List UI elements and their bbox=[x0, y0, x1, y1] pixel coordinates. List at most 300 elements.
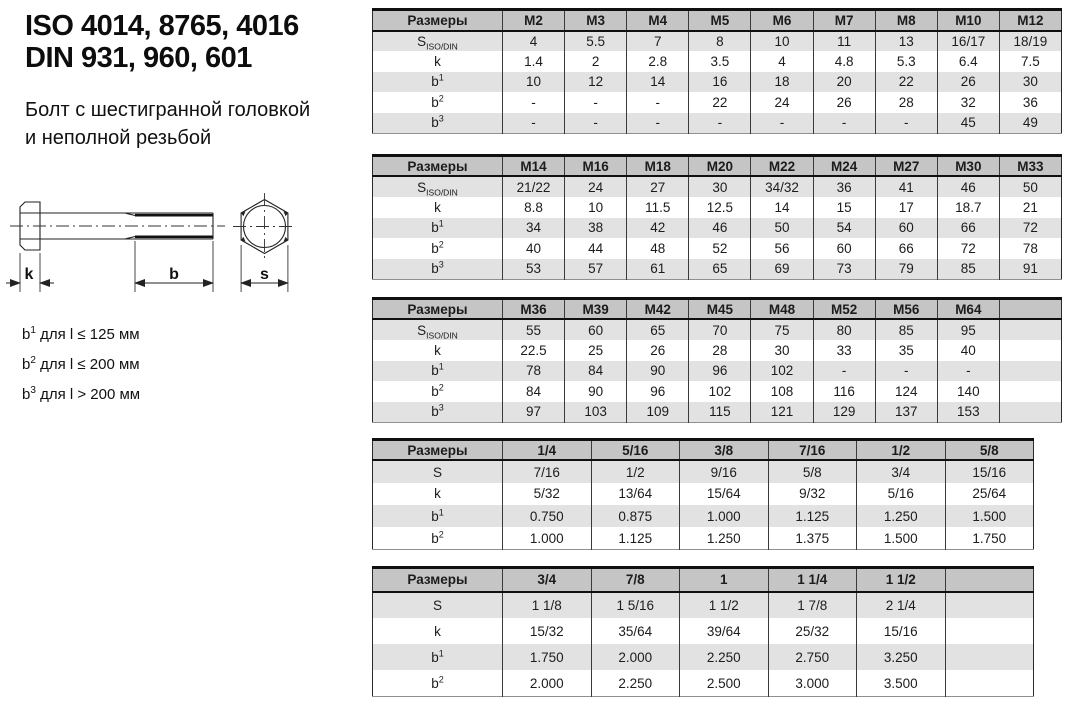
cell: 22.5 bbox=[503, 340, 565, 361]
header-size: M4 bbox=[627, 10, 689, 31]
cell: 16 bbox=[689, 72, 751, 93]
cell: 25/64 bbox=[972, 486, 1007, 502]
header-size: M6 bbox=[751, 10, 813, 31]
cell: 72 bbox=[999, 218, 1061, 239]
cell: - bbox=[503, 113, 565, 134]
cell: 80 bbox=[813, 319, 875, 340]
subtitle-line2: и неполной резьбой bbox=[25, 127, 212, 149]
row-label-k: k bbox=[373, 340, 503, 361]
cell-empty bbox=[999, 340, 1061, 361]
cell: 30 bbox=[751, 340, 813, 361]
header-size: M30 bbox=[937, 155, 999, 176]
cell: 60 bbox=[565, 319, 627, 340]
cell: 34 bbox=[503, 218, 565, 239]
cell: 28 bbox=[875, 92, 937, 113]
cell: 2 bbox=[565, 51, 627, 72]
cell: 1.250 bbox=[680, 527, 769, 549]
cell: 60 bbox=[813, 238, 875, 259]
note-line: $b^2$ для l ≤ 200 мм bbox=[22, 355, 140, 373]
cell: 26 bbox=[813, 92, 875, 113]
cell: 2.750 bbox=[768, 644, 857, 670]
cell: 24 bbox=[565, 176, 627, 197]
cell: 9/32 bbox=[768, 483, 857, 505]
dimension-s bbox=[241, 245, 288, 292]
cell: 54 bbox=[813, 218, 875, 239]
dimension-table-5 bbox=[372, 566, 1034, 697]
cell: 38 bbox=[565, 218, 627, 239]
cell: 33 bbox=[813, 340, 875, 361]
cell: 28 bbox=[689, 340, 751, 361]
cell: - bbox=[813, 113, 875, 134]
table-row bbox=[373, 618, 1034, 644]
cell: 2 1/4 bbox=[857, 592, 946, 618]
header-sizes-label: Размеры bbox=[373, 10, 503, 31]
cell: 14 bbox=[751, 197, 813, 218]
cell: 5.3 bbox=[875, 51, 937, 72]
cell: 5/8 bbox=[768, 460, 857, 482]
note-line: $b^3$ для l > 200 мм bbox=[22, 385, 141, 403]
header-size: M27 bbox=[875, 155, 937, 176]
header-size: 3/4 bbox=[503, 568, 592, 592]
cell: 65 bbox=[689, 259, 751, 280]
header-size: 7/8 bbox=[591, 568, 680, 592]
cell: 26 bbox=[627, 340, 689, 361]
table-header-row bbox=[373, 10, 1062, 31]
cell: 1.000 bbox=[680, 505, 769, 527]
cell: 1.375 bbox=[768, 527, 857, 549]
title-din: DIN 931, 960, 601 bbox=[25, 42, 252, 74]
cell: 12.5 bbox=[689, 197, 751, 218]
cell: 108 bbox=[751, 381, 813, 402]
cell: 40 bbox=[937, 340, 999, 361]
header-sizes-label: Размеры bbox=[373, 568, 503, 592]
cell: 85 bbox=[875, 319, 937, 340]
table-row bbox=[373, 176, 1062, 197]
cell: 3.000 bbox=[768, 670, 857, 696]
cell: 3.5 bbox=[689, 51, 751, 72]
row-label-b1: $b^1$ bbox=[373, 361, 503, 382]
cell: 5.5 bbox=[565, 31, 627, 52]
cell: 22 bbox=[875, 72, 937, 93]
table-row bbox=[373, 460, 1034, 482]
note-line: $b^1$ для l ≤ 125 мм bbox=[22, 325, 140, 343]
title-iso: ISO 4014, 8765, 4016 bbox=[25, 10, 299, 42]
cell: - bbox=[565, 113, 627, 134]
cell: 90 bbox=[627, 361, 689, 382]
cell: 39/64 bbox=[680, 618, 769, 644]
cell: 24 bbox=[751, 92, 813, 113]
bolt-drawing bbox=[2, 183, 332, 318]
header-size: 1/4 bbox=[503, 439, 592, 460]
header-size: M8 bbox=[875, 10, 937, 31]
table-header-row bbox=[373, 568, 1034, 592]
cell: 30 bbox=[999, 72, 1061, 93]
header-size: 7/16 bbox=[768, 439, 857, 460]
cell: 46 bbox=[937, 176, 999, 197]
row-label-k: k bbox=[373, 197, 503, 218]
row-label-b2: $b^2$ bbox=[373, 238, 503, 259]
cell: 15 bbox=[813, 197, 875, 218]
cell: 25/32 bbox=[768, 618, 857, 644]
cell: 11.5 bbox=[627, 197, 689, 218]
row-label-b2: $b^2$ bbox=[373, 670, 503, 696]
header-size: M36 bbox=[503, 298, 565, 319]
row-label-S: S bbox=[373, 592, 503, 618]
cell: 84 bbox=[565, 361, 627, 382]
table-row bbox=[373, 319, 1062, 340]
cell: 15/16 bbox=[945, 460, 1034, 482]
cell: 8 bbox=[689, 31, 751, 52]
label-k: k bbox=[24, 266, 34, 283]
row-label-b1: $b^1$ bbox=[373, 218, 503, 239]
cell: 137 bbox=[875, 402, 937, 423]
table-row bbox=[373, 483, 1034, 505]
cell: 2.000 bbox=[503, 670, 592, 696]
header-size: M16 bbox=[565, 155, 627, 176]
cell: 109 bbox=[627, 402, 689, 423]
table-header-row bbox=[373, 298, 1062, 319]
cell: 16/17 bbox=[937, 31, 999, 52]
cell: 2.500 bbox=[680, 670, 769, 696]
table-row bbox=[373, 402, 1062, 423]
cell: 96 bbox=[689, 361, 751, 382]
row-label-S: $S_{ISO/DIN}$ bbox=[373, 176, 503, 197]
header-size: M52 bbox=[813, 298, 875, 319]
cell: 36 bbox=[1022, 95, 1038, 111]
row-label-S: S bbox=[373, 460, 503, 482]
table-row bbox=[373, 644, 1034, 670]
row-label-S: $S_{ISO/DIN}$ bbox=[373, 31, 503, 52]
cell: 4.8 bbox=[813, 51, 875, 72]
header-size: M45 bbox=[689, 298, 751, 319]
cell: 41 bbox=[875, 176, 937, 197]
cell: - bbox=[875, 113, 937, 134]
header-size: M39 bbox=[565, 298, 627, 319]
cell: 42 bbox=[627, 218, 689, 239]
cell-empty bbox=[945, 644, 1034, 670]
row-label-b1: $b^1$ bbox=[373, 505, 503, 527]
cell: 78 bbox=[503, 361, 565, 382]
cell: 44 bbox=[565, 238, 627, 259]
cell: 1 5/16 bbox=[591, 592, 680, 618]
cell: 9/16 bbox=[680, 460, 769, 482]
cell: 45 bbox=[937, 113, 999, 134]
cell: 78 bbox=[1022, 241, 1038, 257]
cell: 49 bbox=[999, 113, 1061, 134]
row-label-k: k bbox=[373, 483, 503, 505]
cell: 57 bbox=[565, 259, 627, 280]
dimension-table-1 bbox=[372, 8, 1062, 134]
header-size: M20 bbox=[689, 155, 751, 176]
cell: 1.500 bbox=[857, 527, 946, 549]
cell: 17 bbox=[875, 197, 937, 218]
cell: 50 bbox=[999, 176, 1061, 197]
cell: 85 bbox=[937, 259, 999, 280]
cell: 30 bbox=[689, 176, 751, 197]
cell: - bbox=[689, 113, 751, 134]
cell-empty bbox=[999, 361, 1061, 382]
table-row bbox=[373, 92, 1062, 113]
dimension-table-2 bbox=[372, 154, 1062, 280]
cell: 90 bbox=[565, 381, 627, 402]
header-sizes-label: Размеры bbox=[373, 439, 503, 460]
cell: 91 bbox=[999, 259, 1061, 280]
cell: 18.7 bbox=[937, 197, 999, 218]
header-size: M48 bbox=[751, 298, 813, 319]
cell: 18 bbox=[751, 72, 813, 93]
table-row bbox=[373, 340, 1062, 361]
cell: 97 bbox=[503, 402, 565, 423]
cell: - bbox=[813, 361, 875, 382]
cell: 8.8 bbox=[503, 197, 565, 218]
header-size: M22 bbox=[751, 155, 813, 176]
row-label-b3: $b^3$ bbox=[373, 259, 503, 280]
table-row bbox=[373, 381, 1062, 402]
cell: 15/16 bbox=[857, 618, 946, 644]
header-size: M64 bbox=[937, 298, 999, 319]
cell: 2.000 bbox=[591, 644, 680, 670]
table-row bbox=[373, 259, 1062, 280]
cell: 121 bbox=[751, 402, 813, 423]
header-size: 1 bbox=[680, 568, 769, 592]
cell: 6.4 bbox=[937, 51, 999, 72]
cell: 10 bbox=[503, 72, 565, 93]
cell: 1.750 bbox=[972, 530, 1007, 546]
cell: 61 bbox=[627, 259, 689, 280]
header-size: M2 bbox=[503, 10, 565, 31]
table-row bbox=[373, 670, 1034, 696]
cell: 55 bbox=[503, 319, 565, 340]
cell: 1.125 bbox=[591, 527, 680, 549]
header-size: 1 1/2 bbox=[857, 568, 946, 592]
cell: 4 bbox=[503, 31, 565, 52]
cell: 11 bbox=[813, 31, 875, 52]
cell: - bbox=[627, 92, 689, 113]
cell: 102 bbox=[751, 361, 813, 382]
dimension-b bbox=[135, 241, 213, 292]
dimension-table-3 bbox=[372, 297, 1062, 423]
cell: 116 bbox=[813, 381, 875, 402]
cell: - bbox=[627, 113, 689, 134]
cell: 34/32 bbox=[751, 176, 813, 197]
cell: 66 bbox=[875, 238, 937, 259]
header-size: M14 bbox=[503, 155, 565, 176]
table-row bbox=[373, 361, 1062, 382]
cell: 69 bbox=[751, 259, 813, 280]
cell: 52 bbox=[689, 238, 751, 259]
cell: 1.125 bbox=[768, 505, 857, 527]
cell: 1.250 bbox=[857, 505, 946, 527]
cell: 2.250 bbox=[591, 670, 680, 696]
row-label-b3: $b^3$ bbox=[373, 113, 503, 134]
cell-empty bbox=[999, 381, 1061, 402]
table-row bbox=[373, 72, 1062, 93]
cell-empty bbox=[999, 402, 1061, 423]
row-label-b2: $b^2$ bbox=[373, 92, 503, 113]
table-row bbox=[373, 592, 1034, 618]
cell-empty bbox=[945, 592, 1034, 618]
header-size: M10 bbox=[937, 10, 999, 31]
cell: 21 bbox=[1022, 199, 1038, 215]
cell: 35 bbox=[875, 340, 937, 361]
header-size: M56 bbox=[875, 298, 937, 319]
cell: 96 bbox=[627, 381, 689, 402]
label-b: b bbox=[169, 266, 179, 283]
header-size: M12 bbox=[999, 10, 1061, 31]
table-row bbox=[373, 218, 1062, 239]
dimension-tables bbox=[372, 8, 1062, 697]
table-row bbox=[373, 527, 1034, 549]
cell: 140 bbox=[937, 381, 999, 402]
page-subtitle bbox=[25, 96, 310, 152]
row-label-b1: $b^1$ bbox=[373, 72, 503, 93]
row-label-b1: $b^1$ bbox=[373, 644, 503, 670]
cell: 60 bbox=[875, 218, 937, 239]
dimension-k bbox=[6, 253, 54, 292]
row-label-k: k bbox=[373, 618, 503, 644]
cell: 124 bbox=[875, 381, 937, 402]
header-size: M3 bbox=[565, 10, 627, 31]
cell: 153 bbox=[937, 402, 999, 423]
table-row bbox=[373, 238, 1062, 259]
header-size: 1 1/4 bbox=[768, 568, 857, 592]
cell: 3.250 bbox=[857, 644, 946, 670]
cell: 26 bbox=[937, 72, 999, 93]
header-size: M33 bbox=[999, 155, 1061, 176]
cell: 70 bbox=[689, 319, 751, 340]
cell: 10 bbox=[751, 31, 813, 52]
cell: 40 bbox=[503, 238, 565, 259]
table-row bbox=[373, 197, 1062, 218]
cell: 4 bbox=[751, 51, 813, 72]
cell: 10 bbox=[565, 197, 627, 218]
table-header-row bbox=[373, 155, 1062, 176]
cell: 0.750 bbox=[503, 505, 592, 527]
label-s: s bbox=[260, 266, 269, 283]
cell: 12 bbox=[565, 72, 627, 93]
cell: 66 bbox=[937, 218, 999, 239]
cell: 18/19 bbox=[999, 31, 1061, 52]
cell-empty bbox=[999, 319, 1061, 340]
header-empty bbox=[945, 568, 1034, 592]
cell: 3/4 bbox=[857, 460, 946, 482]
row-label-b2: $b^2$ bbox=[373, 527, 503, 549]
cell: 3.500 bbox=[857, 670, 946, 696]
cell: 5/16 bbox=[857, 483, 946, 505]
table-row bbox=[373, 51, 1062, 72]
header-sizes-label: Размеры bbox=[373, 155, 503, 176]
cell: 46 bbox=[689, 218, 751, 239]
header-sizes-label: Размеры bbox=[373, 298, 503, 319]
cell: 7/16 bbox=[503, 460, 592, 482]
cell: 36 bbox=[813, 176, 875, 197]
cell: 14 bbox=[627, 72, 689, 93]
cell: - bbox=[565, 92, 627, 113]
header-size: 3/8 bbox=[680, 439, 769, 460]
cell: 1.000 bbox=[503, 527, 592, 549]
cell: 65 bbox=[627, 319, 689, 340]
cell: 84 bbox=[503, 381, 565, 402]
cell: 7.5 bbox=[1021, 53, 1040, 69]
table-row bbox=[373, 113, 1062, 134]
header-size: M24 bbox=[813, 155, 875, 176]
bolt-side-view bbox=[10, 202, 225, 250]
cell: 1/2 bbox=[591, 460, 680, 482]
cell: 5/32 bbox=[503, 483, 592, 505]
cell: 22 bbox=[689, 92, 751, 113]
cell: 35/64 bbox=[591, 618, 680, 644]
cell: - bbox=[751, 113, 813, 134]
row-label-b3: $b^3$ bbox=[373, 402, 503, 423]
cell: 79 bbox=[875, 259, 937, 280]
cell: 27 bbox=[627, 176, 689, 197]
cell: - bbox=[503, 92, 565, 113]
cell: 48 bbox=[627, 238, 689, 259]
cell: 1 1/8 bbox=[503, 592, 592, 618]
cell: 75 bbox=[751, 319, 813, 340]
cell: 20 bbox=[813, 72, 875, 93]
cell: 15/64 bbox=[680, 483, 769, 505]
cell: 53 bbox=[503, 259, 565, 280]
row-label-b2: $b^2$ bbox=[373, 381, 503, 402]
cell: 1.4 bbox=[503, 51, 565, 72]
cell: 21/22 bbox=[503, 176, 565, 197]
header-size: 1/2 bbox=[857, 439, 946, 460]
cell: 56 bbox=[751, 238, 813, 259]
cell: 1.500 bbox=[945, 505, 1034, 527]
table-header-row bbox=[373, 439, 1034, 460]
cell: 2.8 bbox=[627, 51, 689, 72]
cell: 50 bbox=[751, 218, 813, 239]
cell: 7 bbox=[627, 31, 689, 52]
cell: 13/64 bbox=[591, 483, 680, 505]
cell: 1 1/2 bbox=[680, 592, 769, 618]
cell-empty bbox=[945, 670, 1034, 696]
header-size: M7 bbox=[813, 10, 875, 31]
header-size: M42 bbox=[627, 298, 689, 319]
cell: - bbox=[875, 361, 937, 382]
cell: 1.750 bbox=[503, 644, 592, 670]
page-title bbox=[25, 10, 299, 74]
cell: 73 bbox=[813, 259, 875, 280]
cell-empty bbox=[945, 618, 1034, 644]
cell: 13 bbox=[875, 31, 937, 52]
header-size: M18 bbox=[627, 155, 689, 176]
header-size: 5/16 bbox=[591, 439, 680, 460]
cell: 15/32 bbox=[503, 618, 592, 644]
cell: 72 bbox=[937, 238, 999, 259]
dimension-table-4 bbox=[372, 438, 1034, 550]
table-row bbox=[373, 31, 1062, 52]
cell: 102 bbox=[689, 381, 751, 402]
cell: 1 7/8 bbox=[768, 592, 857, 618]
cell: 0.875 bbox=[591, 505, 680, 527]
table-row bbox=[373, 505, 1034, 527]
cell: 129 bbox=[813, 402, 875, 423]
cell: 115 bbox=[689, 402, 751, 423]
bolt-hex-view bbox=[233, 193, 296, 261]
cell: - bbox=[937, 361, 999, 382]
row-label-S: $S_{ISO/DIN}$ bbox=[373, 319, 503, 340]
dimension-notes bbox=[22, 318, 140, 408]
cell: 32 bbox=[937, 92, 999, 113]
cell: 95 bbox=[937, 319, 999, 340]
header-empty bbox=[999, 298, 1061, 319]
header-size: 5/8 bbox=[945, 439, 1034, 460]
header-size: M5 bbox=[689, 10, 751, 31]
cell: 2.250 bbox=[680, 644, 769, 670]
cell: 25 bbox=[565, 340, 627, 361]
